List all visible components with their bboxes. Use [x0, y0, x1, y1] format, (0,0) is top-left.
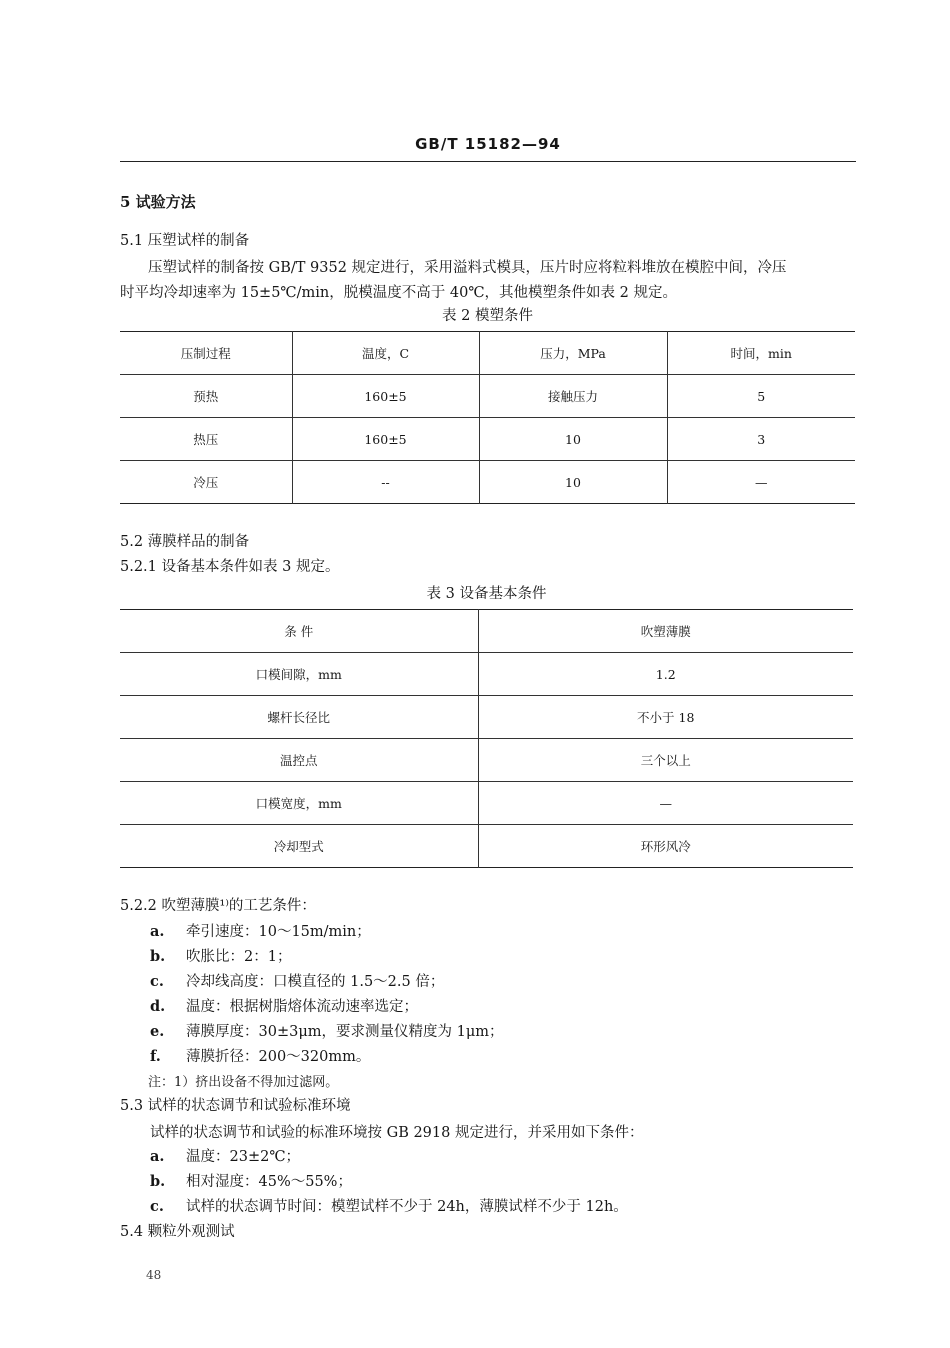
- table-cell: --: [292, 461, 479, 504]
- table-cell: 热压: [120, 418, 292, 461]
- list-letter: c.: [150, 1198, 164, 1215]
- table-header-cell: 温度，C: [292, 332, 479, 375]
- table-cell: 口模间隙，mm: [120, 653, 478, 696]
- list-letter: d.: [150, 998, 166, 1015]
- header-rule: [120, 161, 856, 162]
- table-cell: 5: [667, 375, 855, 418]
- list-item: [150, 920, 371, 941]
- list-text: 吹胀比：2：1；: [186, 949, 292, 965]
- list-text: 冷却线高度：口模直径的 1.5～2.5 倍；: [186, 974, 445, 990]
- table-cell: 1.2: [478, 653, 853, 696]
- list-item: [150, 1145, 300, 1166]
- table2-molding-conditions: [120, 331, 855, 504]
- section-5-1-para-line1: 压塑试样的制备按 GB/T 9352 规定进行，采用溢料式模具，压片时应将粒料堆放在模腔中间，冷压: [148, 260, 787, 276]
- list-text: 薄膜厚度：30±3μm，要求测量仪精度为 1μm；: [186, 1024, 504, 1040]
- table-header-cell: 压力，MPa: [479, 332, 667, 375]
- list-item: [150, 995, 418, 1016]
- table-header-cell: 吹塑薄膜: [478, 610, 853, 653]
- list-letter: b.: [150, 948, 166, 965]
- section-5-1-heading: 5.1 压塑试样的制备: [120, 233, 250, 249]
- table-cell: 预热: [120, 375, 292, 418]
- table-cell: 螺杆长径比: [120, 696, 478, 739]
- table-cell: 10: [479, 461, 667, 504]
- table3-equipment-conditions: [120, 609, 853, 868]
- table-header-row: [120, 610, 853, 653]
- table-row: [120, 782, 853, 825]
- table-cell: 160±5: [292, 418, 479, 461]
- table-cell: —: [478, 782, 853, 825]
- list-item: [150, 945, 291, 966]
- table-cell: 环形风冷: [478, 825, 853, 868]
- table-cell: 不小于 18: [478, 696, 853, 739]
- table-row: [120, 696, 853, 739]
- list-text: 温度：根据树脂熔体流动速率选定；: [186, 999, 418, 1015]
- page-number: 48: [146, 1268, 162, 1282]
- list-item: [150, 1195, 628, 1216]
- table-cell: 三个以上: [478, 739, 853, 782]
- table-row: [120, 653, 853, 696]
- list-item: [150, 1045, 370, 1066]
- list-text: 牵引速度：10～15m/min；: [186, 924, 371, 940]
- section-5-1-para-line2: 时平均冷却速率为 15±5℃/min，脱模温度不高于 40℃，其他模塑条件如表 2 规定。: [120, 285, 677, 301]
- list-text: 相对湿度：45%～55%；: [186, 1174, 352, 1190]
- section-5-2-heading: 5.2 薄膜样品的制备: [120, 534, 250, 550]
- list-letter: f.: [150, 1048, 161, 1065]
- table-cell: 冷却型式: [120, 825, 478, 868]
- list-letter: a.: [150, 923, 165, 940]
- section-5-3-para: 试样的状态调节和试验的标准环境按 GB 2918 规定进行，并采用如下条件：: [150, 1125, 644, 1141]
- section-5-heading: 5 试验方法: [120, 193, 196, 211]
- list-text: 薄膜折径：200～320mm。: [186, 1049, 371, 1065]
- table-cell: 口模宽度，mm: [120, 782, 478, 825]
- list-item: [150, 1170, 352, 1191]
- table-header-row: [120, 332, 855, 375]
- table-header-cell: 条 件: [120, 610, 478, 653]
- list-letter: a.: [150, 1148, 165, 1165]
- section-5-2-2-heading: 5.2.2 吹塑薄膜¹⁾的工艺条件：: [120, 898, 316, 914]
- table-row: [120, 418, 855, 461]
- table-header-cell: 压制过程: [120, 332, 292, 375]
- list-letter: b.: [150, 1173, 166, 1190]
- table-row: [120, 375, 855, 418]
- table-cell: 冷压: [120, 461, 292, 504]
- list-item: [150, 970, 444, 991]
- table3-caption: 表 3 设备基本条件: [426, 586, 547, 602]
- table-header-cell: 时间，min: [667, 332, 855, 375]
- standard-number-header: GB/T 15182—94: [415, 135, 561, 153]
- table-cell: —: [667, 461, 855, 504]
- section-5-2-1-text: 5.2.1 设备基本条件如表 3 规定。: [120, 559, 340, 575]
- list-text: 试样的状态调节时间：模塑试样不少于 24h，薄膜试样不少于 12h。: [186, 1199, 628, 1215]
- table-cell: 温控点: [120, 739, 478, 782]
- table-cell: 3: [667, 418, 855, 461]
- table-row: [120, 461, 855, 504]
- table-row: [120, 739, 853, 782]
- table-cell: 接触压力: [479, 375, 667, 418]
- section-5-4-heading: 5.4 颗粒外观测试: [120, 1224, 235, 1240]
- table-cell: 160±5: [292, 375, 479, 418]
- footnote: 注：1）挤出设备不得加过滤网。: [148, 1075, 339, 1090]
- list-item: [150, 1020, 504, 1041]
- section-5-3-heading: 5.3 试样的状态调节和试验标准环境: [120, 1098, 351, 1114]
- table-cell: 10: [479, 418, 667, 461]
- table-row: [120, 825, 853, 868]
- list-letter: c.: [150, 973, 164, 990]
- list-letter: e.: [150, 1023, 165, 1040]
- table2-caption: 表 2 模塑条件: [442, 308, 533, 324]
- list-text: 温度：23±2℃；: [186, 1149, 301, 1165]
